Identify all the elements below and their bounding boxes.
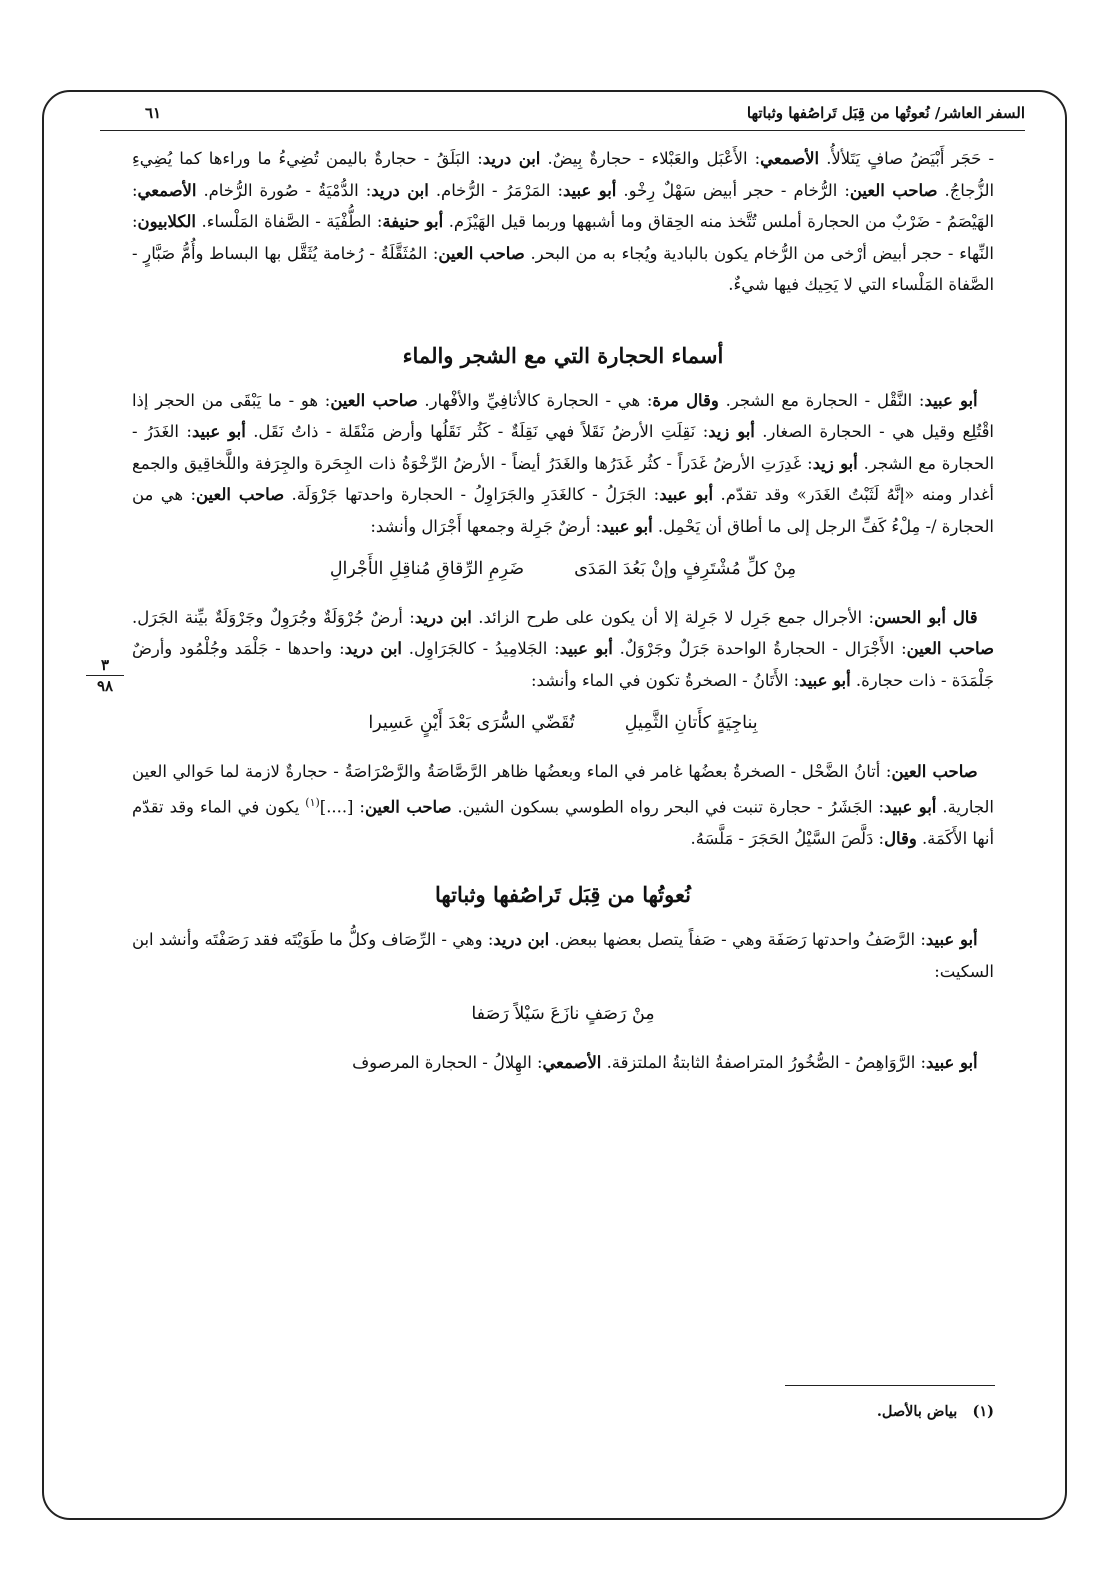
authority-name: صاحب العين bbox=[330, 390, 418, 410]
text-run: : نَقِلَتِ الأرضُ نَقَلاً فهي نَقِلَةٌ - كَثُر نَقَلُها وأرض مَنْقَلة - ذاتُ نَقَل. bbox=[245, 422, 709, 441]
text-run: : الرُّخام - حجر أبيض سَهْلٌ رِخْو. bbox=[616, 180, 850, 200]
authority-name: أبو عبيد bbox=[191, 422, 246, 441]
section-heading: نُعوتُها من قِبَل تَراصُفها وثباتها bbox=[435, 882, 691, 908]
paragraph-3 bbox=[132, 602, 994, 697]
verse-line bbox=[132, 554, 994, 586]
verse-hemistich: تُقَضّي السُّرَى بَعْدَ أَيْنٍ عَسِيرا bbox=[368, 713, 575, 733]
footnote-separator bbox=[785, 1385, 995, 1386]
text-run: : [....] bbox=[319, 797, 365, 817]
text-run: : الهَيْصَمُ - ضَرْبٌ من الحجارة أملس تُتَّخذ منه الحِقاق وما أشبهها وربما قيل الهَيْزَم. bbox=[132, 180, 994, 231]
authority-name: وقال مرة bbox=[652, 390, 719, 410]
authority-name: صاحب العين bbox=[438, 243, 525, 263]
running-header bbox=[100, 100, 1025, 131]
text-run: : دَلَّصَ السَّيْلُ الحَجَرَ - مَلَّسَهُ. bbox=[690, 828, 885, 848]
paragraph-6 bbox=[132, 1047, 994, 1079]
text-run: : الغَدَرُ - الحجارة مع الشجر. bbox=[132, 422, 994, 473]
margin-ref-page: ٩٨ bbox=[96, 677, 114, 695]
text-run: : الجَلامِيدُ - كالجَرَاوِل. bbox=[401, 639, 560, 658]
footnote-number: (١) bbox=[972, 1403, 994, 1420]
text-run: : الجَرَلُ - كالغَدَرِ والجَرَاوِلُ - الحجارة واحدتها جَرْوَلَة. bbox=[284, 485, 660, 504]
verse-hemistich: ضَرِمِ الرِّقاقِ مُناقِلِ الأَجْرالِ bbox=[329, 559, 525, 579]
text-run: : الأجرال جمع جَرِل لا جَرِلة إلا أن يكون على طرح الزائد. bbox=[471, 607, 875, 627]
text-run: يكون في الماء وقد تقدّم أنها الأَكَمَة. bbox=[132, 797, 994, 848]
text-run: : هي من الحجارة /- مِلْءُ كَفِّ الرجل إلى ما أطاق أن يَحْمِل. bbox=[132, 485, 994, 536]
authority-name: أبو عبيد bbox=[926, 1052, 978, 1072]
text-run: : الأَتَانُ - الصخرةُ تكون في الماء وأنشد: bbox=[530, 670, 800, 690]
authority-name: صاحب العين bbox=[906, 639, 994, 658]
page-number: ٦١ bbox=[145, 104, 162, 122]
authority-name: أبو عبيد bbox=[559, 639, 613, 658]
verse-line bbox=[132, 708, 994, 740]
section-heading: أسماء الحجارة التي مع الشجر والماء bbox=[402, 342, 724, 368]
verse-hemistich: بِناجِيَةٍ كأَتانِ الثَّمِيلِ bbox=[624, 713, 758, 733]
text-run: : النِّهاء - حجر أبيض أرْخى من الرُّخام يكون بالبادية ويُجاء به من البحر. bbox=[132, 212, 994, 263]
paragraph-5 bbox=[132, 924, 994, 987]
text-run: : الجَشَرُ - حجارة تنبت في البحر رواه الطوسي بسكون الشين. bbox=[451, 797, 885, 817]
authority-name: الأصمعي bbox=[760, 149, 820, 168]
header-title: السفر العاشر/ نُعوتُها من قِبَل تَراصُفها وثباتها bbox=[746, 104, 1025, 122]
margin-ref-volume: ٣ bbox=[86, 657, 124, 676]
text-run: : الهِلالُ - الحجارة المرصوف bbox=[352, 1052, 543, 1072]
text-run: : أرضٌ جَرِلة وجمعها أَجْرَال وأنشد: bbox=[370, 516, 602, 536]
authority-name: أبو عبيد bbox=[799, 670, 851, 690]
authority-name: صاحب العين bbox=[891, 761, 978, 781]
paragraph-2 bbox=[132, 385, 994, 543]
text-run: : هي - الحجارة كالأثافِيِّ والأفْهار. bbox=[417, 390, 653, 410]
footnote-marker: (١) bbox=[305, 796, 320, 809]
paragraph-4 bbox=[132, 756, 994, 855]
text-run: : واحدها - جَلْمَد وجُلْمُود وأرضٌ جَلْمَدَة - ذات حجارة. bbox=[132, 639, 994, 690]
verse-hemistich: مِنْ رَصَفٍ نازَعَ سَيْلاً رَصَفا bbox=[471, 1004, 655, 1025]
authority-name: أبو عبيد bbox=[925, 930, 978, 950]
text-run: : الرَّوَاهِصُ - الصُّخُورُ المتراصفةُ الثابتةُ الملتزقة. bbox=[601, 1052, 927, 1072]
main-text bbox=[132, 143, 994, 1078]
authority-name: ابن دريد bbox=[414, 607, 472, 627]
text-run: : الأَعْبَل والعَبْلاء - حجارةٌ بِيضٌ. bbox=[540, 149, 761, 168]
authority-name: وقال bbox=[884, 828, 917, 848]
text-run: : وهي - الرِّصَاف وكلُّ ما طَوَيْتَه فقد رَصَفْتَه وأنشد ابن السكيت: bbox=[132, 930, 994, 981]
text-run: : النَّقْل - الحجارة مع الشجر. bbox=[718, 390, 925, 410]
authority-name: أبو عبيد bbox=[659, 485, 714, 504]
authority-name: صاحب العين bbox=[196, 485, 285, 504]
text-run: : الدُّمْيَةُ - صُورة الرُّخام. bbox=[196, 180, 372, 200]
paragraph-1 bbox=[132, 143, 994, 301]
footnote-text: بياض بالأصل. bbox=[876, 1403, 958, 1420]
text-run: : أتانُ الضَّحْل - الصخرةُ بعضُها غامر في الماء وبعضُها ظاهر الرَّصَّاصَةُ والرَّصْرَاصَةُ - حجارةٌ لازمة لما حَوالي العين الجارية. bbox=[132, 761, 994, 817]
authority-name: أبو عبيد bbox=[562, 180, 617, 200]
text-run: : هو - ما يَبْقَى من الحجر إذا اقْتُلِع وقيل هي - الحجارة الصغار. bbox=[132, 390, 994, 441]
text-run: - حَجَر أَبْيَضُ صافٍ يَتَلألأُ. bbox=[819, 149, 994, 168]
authority-name: أبو عبيد bbox=[601, 516, 653, 536]
text-run: : الطُّفْيَة - الصَّفاة المَلْساء. bbox=[195, 212, 383, 231]
authority-name: الأصمعي bbox=[137, 180, 197, 200]
text-run: : أرضٌ جُرْوَلَةٌ وجُرَوِلٌ وجَرْوَلَةٌ بيِّنة الجَرَل. bbox=[132, 607, 415, 627]
authority-name: ابن دريد bbox=[493, 930, 550, 950]
authority-name: صاحب العين bbox=[849, 180, 938, 200]
verse-line bbox=[132, 999, 994, 1031]
text-run: : المَرْمَرُ - الرُّخام. bbox=[428, 180, 563, 200]
text-run: : غَدِرَتِ الأرضُ غَدَراً - كثُر غَدَرُها والغَدَرُ أيضاً - الأرضُ الرِّخْوَةُ ذات الجِحَرة والجِرَفة واللَّخاقِيق والجمع أغدار ومنه «إنَّهُ لَثَبْتُ الغَدَر» وقد تقدّم. bbox=[132, 453, 994, 504]
text-run: : الرَّصَفُ واحدتها رَصَفَة وهي - صَفاً يتصل بعضها ببعض. bbox=[549, 930, 926, 950]
authority-name: الكلابيون bbox=[137, 212, 196, 231]
authority-name: ابن دريد bbox=[344, 639, 402, 658]
text-run: : المُثَقَّلَةُ - رُخامة يُثَقَّل بها البساط وأُمُّ صَبَّارٍ - الصَّفاة المَلْساء التي لا يَحِيك فيها شيءٌ. bbox=[132, 243, 994, 294]
verse-hemistich: مِنْ كلِّ مُشْتَرِفٍ وإنْ بَعُدَ المَدَى bbox=[574, 559, 797, 579]
authority-name: أبو حنيفة bbox=[382, 212, 444, 231]
authority-name: الأصمعي bbox=[542, 1052, 602, 1072]
authority-name: أبو عبيد bbox=[884, 797, 937, 817]
authority-name: ابن دريد bbox=[371, 180, 429, 200]
authority-name: قال أبو الحسن bbox=[874, 607, 978, 627]
authority-name: ابن دريد bbox=[482, 149, 541, 168]
authority-name: أبو زيد bbox=[708, 422, 755, 441]
text-run: : الأَجْرَال - الحجارةُ الواحدة جَرَلٌ وجَرْوَلٌ. bbox=[612, 639, 907, 658]
authority-name: أبو عبيد bbox=[924, 390, 978, 410]
authority-name: أبو زيد bbox=[812, 453, 858, 473]
footnote bbox=[877, 1403, 994, 1420]
text-run: : البَلَقُ - حجارةٌ باليمن تُضِيءُ ما وراءها كما يُضِيءِ الزُّجاجُ. bbox=[132, 149, 994, 200]
authority-name: صاحب العين bbox=[364, 797, 452, 817]
margin-reference bbox=[86, 657, 124, 694]
